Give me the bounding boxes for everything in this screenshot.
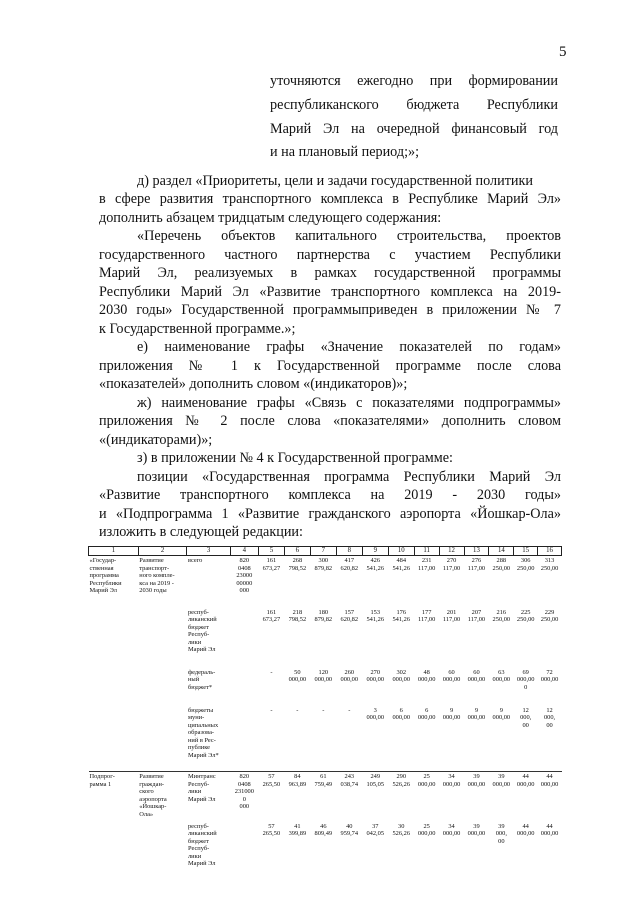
cell-text: 260 000,00 [340,668,359,684]
cell-text: 6 000,00 [392,706,411,722]
cell-text: 12 000, 00 [520,706,532,729]
table-row [89,668,562,706]
cell-text: - [322,706,325,714]
table-cell [187,556,230,608]
text-line: е) наименование графы «Значение показателей по годам» [137,339,561,355]
table-cell [230,556,258,608]
cell-text: 820 0408 23000 00000 000 [236,557,253,595]
table-cell [388,772,414,822]
cell-text: 25 000,00 [417,773,436,788]
table-header-row [89,547,562,556]
cell-text: Подпрог- рамма 1 [89,773,115,788]
table-cell [489,556,514,608]
table-cell [489,706,514,772]
cell-text: 180 879,82 [314,608,333,624]
table-cell [187,706,230,772]
cell-text: федераль- ный бюджет* [187,668,216,691]
table-row [89,822,562,892]
text-line: в сфере развития транспортного комплекса в Республике Марий Эл» [99,191,561,207]
cell-text: 276 117,00 [467,557,486,572]
cell-text: 34 000,00 [442,773,461,788]
header-cell: 5 [258,547,284,556]
table-cell [464,772,489,822]
table-cell [258,608,284,668]
cell-text: 229 250,00 [540,608,559,624]
table-cell [414,822,439,892]
cell-text: 39 000, 00 [495,822,507,845]
header-cell: 3 [187,547,230,556]
table-cell [310,822,336,892]
table-cell [514,608,538,668]
table-cell [336,706,362,772]
cell-text: Минтранс Респуб- лики Марий Эл [187,773,216,803]
cell-text: 9 000,00 [467,706,486,722]
cell-text: всего [187,557,203,564]
table-cell [388,668,414,706]
table-cell [514,706,538,772]
cell-text: 63 000,00 [492,668,511,684]
table-cell [439,608,464,668]
cell-text: 268 798,52 [288,557,307,572]
cell-text: 72 000,00 [540,668,559,684]
table-cell [538,706,562,772]
page-number: 5 [559,44,567,60]
table-cell [284,706,310,772]
cell-text: «Государ- ственная программа Республики Марий Эл [89,557,122,595]
text-line: государственного частного партнерства с участием Республики [99,247,561,263]
table-cell [187,822,230,892]
table-body [89,556,562,892]
text-line: приложения № 2 после слова «показателями» дополнить словом [99,413,561,429]
table-cell [336,608,362,668]
table-cell [489,822,514,892]
table-cell [514,556,538,608]
cell-text: Развитие граждан- ского аэропорта «Йошкар- Ола» [139,773,167,818]
header-cell: 9 [362,547,388,556]
cell-text: бюджеты муни- ципальных образова- ний в Рес- публике Марий Эл* [187,706,219,760]
table-cell [230,706,258,772]
text-line: «(индикаторами)»; [99,432,213,448]
cell-text: 84 963,89 [288,773,307,788]
header-cell: 16 [538,547,562,556]
table-cell [89,772,139,822]
header-cell: 11 [414,547,439,556]
table-cell [310,668,336,706]
table-cell [138,556,187,608]
cell-text: 177 117,00 [417,608,436,624]
text-line: к Государственной программе.»; [99,321,296,337]
cell-text: 161 673,27 [262,557,281,572]
cell-text: 61 759,49 [314,773,333,788]
table-cell [489,668,514,706]
table-cell [514,822,538,892]
table-cell [538,772,562,822]
table-cell [414,608,439,668]
table-cell [464,822,489,892]
table-cell [489,772,514,822]
cell-text: 6 000,00 [417,706,436,722]
table-cell [388,556,414,608]
header-cell: 4 [230,547,258,556]
table-cell [439,822,464,892]
header-cell: 8 [336,547,362,556]
cell-text: 48 000,00 [417,668,436,684]
cell-text: - [270,668,273,676]
table-cell [187,608,230,668]
cell-text: 9 000,00 [442,706,461,722]
cell-text: респуб- ликанский бюджет Респуб- лики Марий Эл [187,608,217,654]
cell-text: 41 399,89 [288,822,307,838]
cell-text: 39 000,00 [492,773,511,788]
cell-text: 484 541,26 [392,557,411,572]
table-cell [89,706,139,772]
table-cell [138,772,187,822]
cell-text: - [348,706,351,714]
table-cell [538,822,562,892]
cell-text: 290 526,26 [392,773,411,788]
cell-text: 44 000,00 [540,822,559,838]
table-cell [362,556,388,608]
table-cell [284,772,310,822]
table-cell [439,556,464,608]
cell-text: 216 250,00 [492,608,511,624]
text-line: и на плановый период;»; [270,144,420,160]
table-cell [362,772,388,822]
cell-text: 300 879,82 [314,557,333,572]
cell-text: 426 541,26 [366,557,385,572]
cell-text: - [296,706,299,714]
cell-text: 288 250,00 [492,557,511,572]
table-cell [89,556,139,608]
text-line: «показателей» дополнить словом «(индикаторов)»; [99,376,408,392]
table-cell [258,668,284,706]
text-line: уточняются ежегодно при формировании [270,73,558,89]
header-cell: 15 [514,547,538,556]
table-cell [284,822,310,892]
text-line: Марий Эл, реализуемых в рамках государственной программы [99,265,561,281]
table-cell [414,668,439,706]
cell-text: 34 000,00 [442,822,461,838]
cell-text: 39 000,00 [467,773,486,788]
cell-text: 157 620,82 [340,608,359,624]
table-cell [388,608,414,668]
cell-text: 25 000,00 [417,822,436,838]
table-cell [336,668,362,706]
cell-text: 44 000,00 [516,773,535,788]
cell-text: 60 000,00 [442,668,461,684]
cell-text: 57 265,50 [262,822,281,838]
table-cell [464,668,489,706]
table-cell [362,822,388,892]
header-cell: 13 [464,547,489,556]
cell-text: 12 000, 00 [543,706,556,729]
text-line: республиканского бюджета Республики [270,97,558,113]
table-cell [258,556,284,608]
cell-text: - [270,706,273,714]
cell-text: 306 250,00 [516,557,535,572]
cell-text: 3 000,00 [366,706,385,722]
table-cell [362,706,388,772]
text-line: «Перечень объектов капитального строительства, проектов [137,228,561,244]
cell-text: 417 620,82 [340,557,359,572]
cell-text: 201 117,00 [442,608,461,624]
table-cell [89,668,139,706]
cell-text: 46 809,49 [314,822,333,838]
text-line: 2030 годы» Государственной программыприведен в приложении № 7 [99,302,561,318]
table-cell [89,608,139,668]
table-cell [310,772,336,822]
table-cell [439,772,464,822]
table-cell [284,668,310,706]
table-cell [310,556,336,608]
table-cell [310,608,336,668]
table-cell [362,608,388,668]
cell-text: 60 000,00 [467,668,486,684]
text-line: приложения № 1 к Государственной программе после слова [99,358,561,374]
table-cell [336,822,362,892]
table-row [89,556,562,608]
table-cell [284,556,310,608]
table-cell [138,668,187,706]
table-cell [538,668,562,706]
cell-text: 270 117,00 [442,557,461,572]
table-cell [187,668,230,706]
text-line: изложить в следующей редакции: [99,524,303,540]
cell-text: 270 000,00 [366,668,385,684]
table-cell [538,556,562,608]
table-cell [464,556,489,608]
header-cell: 6 [284,547,310,556]
table-cell [284,608,310,668]
table-cell [258,706,284,772]
table-cell [464,608,489,668]
table-cell [310,706,336,772]
table-cell [538,608,562,668]
header-cell: 14 [489,547,514,556]
table-cell [187,772,230,822]
cell-text: 44 000,00 [516,822,535,838]
text-line: з) в приложении № 4 к Государственной программе: [137,450,453,466]
text-line: д) раздел «Приоритеты, цели и задачи государственной политики [137,173,533,189]
text-line: ж) наименование графы «Связь с показателями подпрограммы» [137,395,561,411]
text-line: «Развитие транспортного комплекса на 2019 - 2030 годы» [99,487,561,503]
table-cell [514,772,538,822]
header-cell: 7 [310,547,336,556]
table-cell [362,668,388,706]
cell-text: 50 000,00 [288,668,307,684]
table-cell [514,668,538,706]
table-cell [388,706,414,772]
table-cell [439,706,464,772]
table-cell [230,668,258,706]
table-cell [388,822,414,892]
table-cell [258,822,284,892]
table-row [89,706,562,772]
text-line: Республики Марий Эл «Развитие транспортного комплекса на 2019- [99,284,561,300]
cell-text: 249 105,05 [366,773,385,788]
cell-text: 218 798,52 [288,608,307,624]
cell-text: респуб- ликанский бюджет Респуб- лики Марий Эл [187,822,217,868]
header-cell: 10 [388,547,414,556]
text-line: Марий Эл на очередной финансовый год [270,121,558,137]
cell-text: 161 673,27 [262,608,281,624]
text-line: дополнить абзацем тридцатым следующего содержания: [99,210,442,226]
cell-text: 57 265,50 [262,773,281,788]
text-line: и «Подпрограмма 1 «Развитие гражданского аэропорта «Йошкар-Ола» [99,506,561,522]
cell-text: 313 250,00 [540,557,559,572]
table-cell [258,772,284,822]
cell-text: 37 042,05 [366,822,385,838]
table-cell [439,668,464,706]
table-cell [414,772,439,822]
program-table [88,546,562,892]
cell-text: 39 000,00 [467,822,486,838]
table-cell [230,822,258,892]
cell-text: 44 000,00 [540,773,559,788]
cell-text: 207 117,00 [467,608,486,624]
cell-text: 120 000,00 [314,668,333,684]
cell-text: 176 541,26 [392,608,411,624]
header-cell: 12 [439,547,464,556]
table-row [89,608,562,668]
table-cell [464,706,489,772]
table-cell [336,772,362,822]
table-cell [138,822,187,892]
cell-text: 243 038,74 [340,773,359,788]
table-row [89,772,562,822]
table-cell [230,608,258,668]
cell-text: 30 526,26 [392,822,411,838]
text-line: позиции «Государственная программа Республики Марий Эл [137,469,561,485]
cell-text: Развитие транспорт- ного комплe- кса на 2019 - 2030 годы [139,557,175,595]
table-cell [489,608,514,668]
table-cell [414,706,439,772]
cell-text: 40 959,74 [340,822,359,838]
table-cell [138,608,187,668]
table-cell [336,556,362,608]
cell-text: 69 000,00 0 [516,668,535,691]
table-cell [138,706,187,772]
cell-text: 153 541,26 [366,608,385,624]
header-cell: 1 [89,547,139,556]
header-cell: 2 [138,547,187,556]
cell-text: 231 117,00 [417,557,436,572]
cell-text: 820 0408 231000 0 000 [234,773,254,811]
cell-text: 225 250,00 [516,608,535,624]
table-cell [89,822,139,892]
table-cell [414,556,439,608]
cell-text: 302 000,00 [392,668,411,684]
table-cell [230,772,258,822]
cell-text: 9 000,00 [492,706,511,722]
